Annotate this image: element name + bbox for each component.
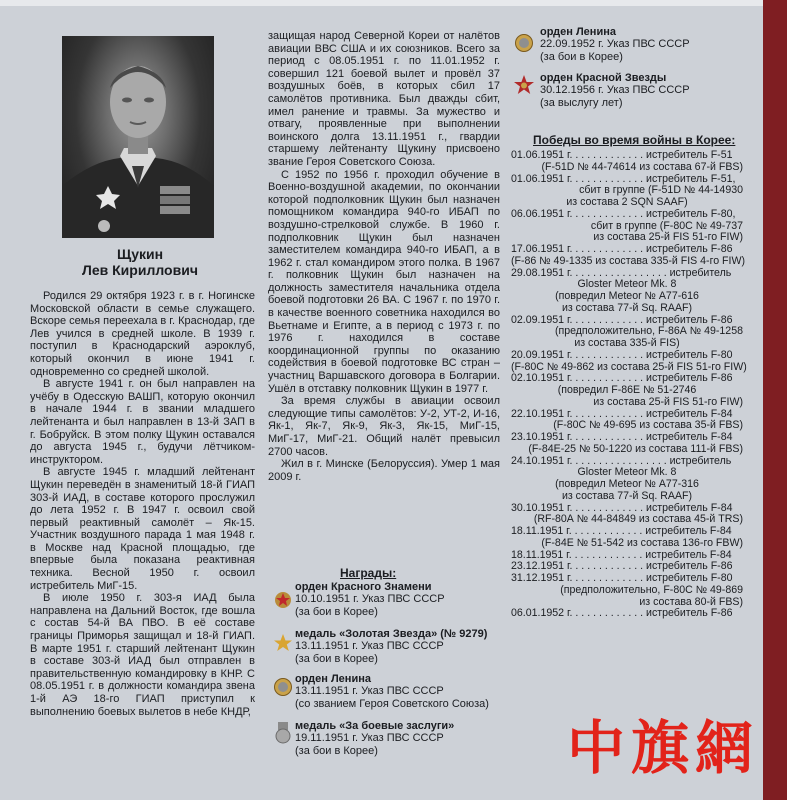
bio-paragraph: В августе 1945 г. младший лейтенант Щукин переведён в знаменитый 18-й ГИАП 303-й ИАД, в составе которого прослужил до лета 1952 г. В 1947 г. освоил свой первый реактивный самолёт – Як-15. Участник воздушного парада 1 мая 1948 г. в Москве над Красной площадью, где впервые была показана реактивная техника. Весной 1950 г. освоил истребитель МиГ-15. (30, 466, 255, 592)
victory-line: (F-84Е № 51-542 из состава 136-го FBW) (541, 536, 743, 549)
victory-line: 29.08.1951 г. . . . . . . . . . . . . . . . . истребитель (511, 266, 732, 279)
victory-line: Gloster Meteor Mk. 8 (577, 466, 677, 479)
victory-line: 01.06.1951 г. . . . . . . . . . . . . истребитель F-51 (511, 149, 733, 161)
watermark-char: 旗 (630, 714, 689, 782)
victory-line: 18.11.1951 г. . . . . . . . . . . . . истребитель F-84 (511, 525, 732, 537)
award-note: (за выслугу лет) (540, 96, 623, 109)
victory-line: (повредил Meteor № А77-616 (555, 290, 699, 302)
victory-line: 17.06.1951 г. . . . . . . . . . . . . истребитель F-86 (511, 243, 733, 255)
watermark-char: 中 (566, 714, 625, 782)
award-date: 19.11.1951 г. Указ ПВС СССР (295, 732, 444, 745)
victory-line: 31.12.1951 г. . . . . . . . . . . . . истребитель F-80 (511, 572, 733, 584)
portrait-photo (62, 36, 214, 238)
victory-line: 06.01.1952 г. . . . . . . . . . . . . истребитель F-86 (511, 607, 733, 620)
victory-line: из состава 25-й FIS 51-го FIW) (593, 231, 743, 244)
victory-line: 01.06.1951 г. . . . . . . . . . . . . истребитель F-51, (511, 172, 736, 185)
victory-line: (повредил Meteor № А77-316 (555, 478, 699, 490)
bio-paragraph: В августе 1941 г. он был направлен на учёбу в Одесскую ВАШП, которую окончил в начале 1944 г. в звании младшего лейтенанта и был направлен в 13-й ЗАП в г. Бобруйск. В этом полку Щукин оставался до августа 1945 г., будучи лётчиком-инструктором. (30, 378, 255, 466)
award-item (295, 673, 500, 710)
victory-line: Gloster Meteor Mk. 8 (577, 278, 677, 291)
award-note: (со званием Героя Советского Союза) (295, 697, 489, 710)
watermark (567, 712, 753, 784)
award-item (295, 581, 500, 618)
victory-line: из состава 77-й Sq. RAAF) (561, 301, 693, 314)
bio-paragraph: защищая народ Северной Кореи от налётов авиации ВВС США и их союзников. Всего за период с 08.05.1951 г. по 11.01.1952 г. совершил 121 боевой вылет и провёл 37 воздушных боёв, в которых сбил 17 самолётов противника. Был дважды сбит, имел ранение и травмы. За мужество и отвагу, проявленные при выполнении воинского долга 13.11.1951 г., гвардии старшему лейтенанту Щукину присвоено звание Героя Советского Союза. (268, 30, 500, 168)
hero-given-names: Лев Кириллович (82, 262, 198, 278)
victory-line: (предположительно, F-86А № 49-1258 (554, 325, 743, 338)
award-note: (за бои в Корее) (295, 744, 378, 757)
bio-paragraph: Жил в г. Минске (Белоруссия). Умер 1 мая 2009 г. (268, 458, 500, 483)
award-item (540, 26, 750, 63)
victory-line: 20.09.1951 г. . . . . . . . . . . . . истребитель F-80 (511, 348, 733, 361)
victory-line: сбит в группе (F-51D № 44-14930 (579, 184, 743, 197)
victory-line: из состава 80-й FBS) (639, 595, 743, 608)
awards-heading: Награды: (340, 566, 397, 580)
hero-surname: Щукин (116, 246, 164, 262)
victory-line: 30.10.1951 г. . . . . . . . . . . . . истребитель F-84 (511, 501, 733, 514)
award-title: орден Красной Звезды (540, 72, 667, 84)
victories-list (511, 149, 747, 620)
victories-heading: Победы во время войны в Корее: (533, 133, 736, 147)
award-note: (за бои в Корее) (295, 605, 378, 618)
award-title: орден Красного Знамени (295, 581, 432, 593)
victory-line: (F-84Е-25 № 50-1220 из состава 111-й FBS) (528, 442, 743, 455)
order-lenin-icon (274, 676, 292, 698)
order-red-star-icon (514, 74, 532, 96)
victory-line: 02.09.1951 г. . . . . . . . . . . . . истребитель F-86 (511, 313, 733, 326)
victory-line: из состава 77-й Sq. RAAF) (561, 489, 693, 502)
order-red-banner-icon (274, 588, 292, 610)
victory-line: (F-86 № 49-1335 из состава 335-й FIS 4-го FIW) (511, 254, 745, 267)
victory-line: 24.10.1951 г. . . . . . . . . . . . . . . . . истребитель (511, 454, 732, 467)
victory-line: (предположительно, F-80С № 49-869 (560, 583, 743, 596)
biography-column-2 (268, 30, 500, 483)
medal-combat-merit-icon (274, 722, 292, 744)
victory-line: 23.10.1951 г. . . . . . . . . . . . . истребитель F-84 (511, 431, 733, 443)
award-date: 13.11.1951 г. Указ ПВС СССР (295, 685, 444, 698)
victory-line: (F-80С № 49-695 из состава 35-й FBS) (553, 419, 743, 432)
victory-line: (RF-80А № 44-84849 из состава 45-й TRS) (533, 513, 743, 526)
award-date: 10.10.1951 г. Указ ПВС СССР (295, 593, 445, 606)
victory-line: из состава 25-й FIS 51-го FIW) (593, 395, 743, 408)
award-date: 30.12.1956 г. Указ ПВС СССР (540, 84, 690, 97)
bio-paragraph: За время службы в авиации освоил следующие типы самолётов: У-2, УТ-2, И-16, Як-1, Як-7, Як-9, Як-3, Як-15, МиГ-15, МиГ-17, МиГ-21. Общий налёт превысил 2700 часов. (268, 395, 500, 458)
biography-column-1 (30, 290, 255, 718)
victory-line: 22.10.1951 г. . . . . . . . . . . . . истребитель F-84 (511, 407, 733, 420)
victory-line: (повредил F-86Е № 51-2746 (557, 384, 697, 396)
award-item (295, 628, 500, 665)
victory-line: 06.06.1951 г. . . . . . . . . . . . . истребитель F-80, (511, 207, 736, 220)
top-edge (0, 0, 763, 6)
page-edge (763, 0, 787, 800)
victory-line: 02.10.1951 г. . . . . . . . . . . . . истребитель F-86 (511, 372, 733, 385)
award-note: (за бои в Корее) (295, 652, 378, 665)
victory-line: 18.11.1951 г. . . . . . . . . . . . . истребитель F-84 (511, 548, 732, 561)
victory-line: сбит в группе (F-80С № 49-737 (590, 219, 743, 232)
award-title: орден Ленина (540, 26, 616, 38)
victory-line: 23.12.1951 г. . . . . . . . . . . . . истребитель F-86 (511, 560, 733, 573)
victory-line: из состава 335-й FIS) (574, 337, 680, 349)
victory-line: (F-80С № 49-862 из состава 25-й FIS 51-го FIW) (511, 360, 747, 373)
award-title: орден Ленина (295, 673, 371, 685)
victory-line: (F-51D № 44-74614 из состава 67-й FBS) (541, 160, 743, 173)
award-title: медаль «За боевые заслуги» (295, 720, 455, 732)
award-item (295, 720, 500, 757)
award-title: медаль «Золотая Звезда» (№ 9279) (295, 628, 488, 640)
victory-line: из состава 2 SQN SAAF) (566, 196, 688, 208)
order-lenin-icon (515, 32, 533, 54)
award-note: (за бои в Корее) (540, 50, 623, 63)
bio-paragraph: В июле 1950 г. 303-я ИАД была направлена на Дальний Восток, где вошла с состав 54-й ВА ПВО. В её составе границы Приморья защищал и 18-й ГИАП. В марте 1951 г. старший лейтенант Щукин в составе 303-й ИАД был отправлен в правительственную командировку в КНР. С 08.05.1951 г. в должности командира звена 1-й АЭ 18-го ГИАП приступил к выполнению боевых вылетов в небе КНДР, (30, 592, 255, 718)
award-item (540, 72, 750, 109)
gold-star-icon (274, 632, 292, 654)
award-date: 22.09.1952 г. Указ ПВС СССР (540, 38, 690, 51)
watermark-char: 網 (694, 714, 753, 782)
bio-paragraph: Родился 29 октября 1923 г. в г. Ногинске Московской области в семье служащего. Вскоре семья переехала в г. Краснодар, где Лев учился в средней школе. В 1939 г. поступил в Краснодарский аэроклуб, который окончил в июне 1941 г. одновременно со средней школой. (30, 290, 255, 378)
award-date: 13.11.1951 г. Указ ПВС СССР (295, 640, 444, 653)
bio-paragraph: С 1952 по 1956 г. проходил обучение в Военно-воздушной академии, по окончании которой подполковник Щукин был назначен помощником командира 940-го ИБАП по воздушно-стрелковой службе. В 1960 г. подполковник Щукин был назначен заместителем командира 940-го ИБАП, а в 1962 г. стал командиром этого полка. В 1967 г. полковник Щукин был назначен на должность заместителя начальника отдела боевой подготовки 26 ВА. С 1967 г. по 1970 г. в качестве военного советника находился во Вьетнаме и Египте, а в период с 1973 г. по 1976 г. находился в составе координационной группы по оказанию содействия в боевой подготовке ВС стран – участниц Варшавского договора в Болгарии. Ушёл в отставку полковник Щукин в 1977 г. (268, 168, 500, 395)
